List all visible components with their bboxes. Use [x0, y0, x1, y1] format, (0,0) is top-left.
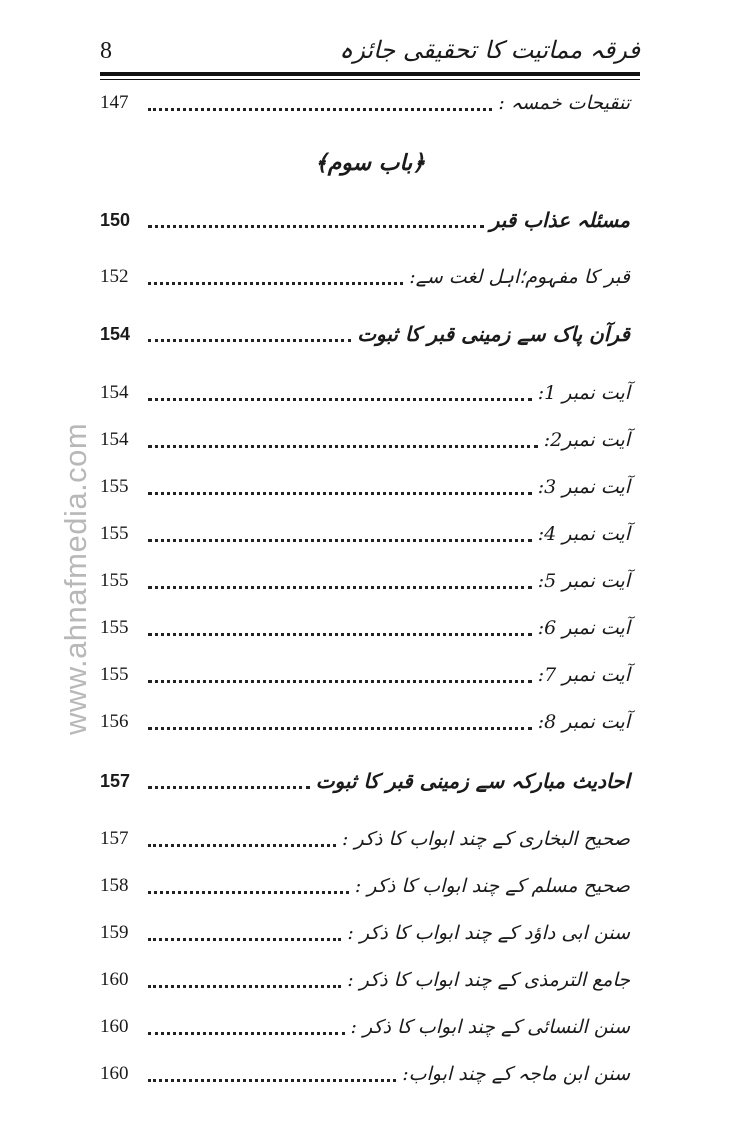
toc-entry[interactable] — [100, 1057, 630, 1091]
toc-title: صحیح البخاری کے چند ابواب کا ذکر : — [342, 828, 630, 850]
toc-page-number: 160 — [100, 1016, 129, 1037]
toc-leader — [148, 726, 532, 730]
toc-title: تنقیحات خمسہ : — [498, 92, 630, 114]
toc-title: آیت نمبر 3: — [537, 476, 630, 498]
toc-title: آیت نمبر 4: — [537, 523, 630, 545]
toc-leader — [148, 890, 349, 894]
toc-entry-main[interactable] — [100, 203, 630, 237]
toc-leader — [148, 107, 492, 111]
toc-leader — [148, 444, 538, 448]
toc-title: قرآن پاک سے زمینی قبر کا ثبوت — [357, 322, 630, 346]
toc-entry[interactable] — [100, 869, 630, 903]
toc-entry[interactable] — [100, 611, 630, 645]
header-rule — [100, 72, 640, 76]
toc-title: سنن ابن ماجہ کے چند ابواب: — [402, 1063, 630, 1085]
toc-entry[interactable] — [100, 916, 630, 950]
toc-title: احادیث مبارکہ سے زمینی قبر کا ثبوت — [315, 769, 630, 793]
toc-leader — [148, 679, 532, 683]
toc-entry[interactable] — [100, 822, 630, 856]
toc-page-number: 155 — [100, 476, 129, 497]
toc-page-number: 158 — [100, 875, 129, 896]
toc-page-number: 155 — [100, 664, 129, 685]
toc-leader — [148, 397, 532, 401]
book-title: فرقہ مماتیت کا تحقیقی جائزہ — [339, 36, 640, 64]
toc-leader — [148, 785, 310, 789]
toc-title: سنن النسائی کے چند ابواب کا ذکر : — [350, 1016, 630, 1038]
toc-page-number: 147 — [100, 92, 129, 113]
toc-entry[interactable] — [100, 470, 630, 504]
toc-entry[interactable] — [100, 517, 630, 551]
watermark: www.ahnafmedia.com — [58, 422, 93, 735]
chapter-heading: ﴿باب سوم﴾ — [314, 150, 426, 176]
toc-leader — [148, 1078, 396, 1082]
toc-page-number: 157 — [100, 828, 129, 849]
toc-entry[interactable] — [100, 376, 630, 410]
toc-title: آیت نمبر 5: — [537, 570, 630, 592]
toc-title: سنن ابی داؤد کے چند ابواب کا ذکر : — [347, 922, 630, 944]
toc-page-number: 160 — [100, 969, 129, 990]
toc-title: آیت نمبر 7: — [537, 664, 630, 686]
toc-leader — [148, 224, 484, 228]
toc-page-number: 155 — [100, 570, 129, 591]
toc-leader — [148, 281, 403, 285]
toc-leader — [148, 491, 532, 495]
toc-page-number: 154 — [100, 429, 129, 450]
header-rule-thin — [100, 79, 640, 80]
toc-entry[interactable] — [100, 260, 630, 294]
toc-title: جامع الترمذی کے چند ابواب کا ذکر : — [347, 969, 630, 991]
toc-page-number: 156 — [100, 711, 129, 732]
toc-leader — [148, 1031, 345, 1035]
toc-entry[interactable] — [100, 705, 630, 739]
toc-title: مسئلہ عذاب قبر — [489, 208, 630, 232]
toc-leader — [148, 984, 341, 988]
toc-leader — [148, 632, 532, 636]
toc-entry[interactable] — [100, 86, 630, 120]
toc-leader — [148, 843, 336, 847]
toc-title: آیت نمبر 8: — [537, 711, 630, 733]
toc-title: صحیح مسلم کے چند ابواب کا ذکر : — [354, 875, 630, 897]
toc-page-number: 154 — [100, 382, 129, 403]
page-number: 8 — [100, 38, 112, 64]
toc-page-number: 157 — [100, 770, 131, 791]
toc-page-number: 155 — [100, 617, 129, 638]
toc-title: آیت نمبر 1: — [537, 382, 630, 404]
toc-entry[interactable] — [100, 658, 630, 692]
toc-entry[interactable] — [100, 564, 630, 598]
toc-page-number: 152 — [100, 266, 129, 287]
toc-entry[interactable] — [100, 423, 630, 457]
toc-leader — [148, 937, 341, 941]
toc-title: آیت نمبر2: — [543, 429, 630, 451]
toc-page-number: 150 — [100, 209, 131, 230]
page-header — [100, 36, 640, 72]
toc-page-number: 159 — [100, 922, 129, 943]
toc-page-number: 155 — [100, 523, 129, 544]
toc-title: قبر کا مفہوم؛اہل لغت سے: — [409, 266, 630, 288]
toc-leader — [148, 538, 532, 542]
toc-entry-main[interactable] — [100, 317, 630, 351]
toc-entry-main[interactable] — [100, 764, 630, 798]
toc-leader — [148, 338, 351, 342]
toc-title: آیت نمبر 6: — [537, 617, 630, 639]
toc-page-number: 160 — [100, 1063, 129, 1084]
toc-entry[interactable] — [100, 963, 630, 997]
toc-entry[interactable] — [100, 1010, 630, 1044]
toc-leader — [148, 585, 532, 589]
toc-page-number: 154 — [100, 323, 131, 344]
